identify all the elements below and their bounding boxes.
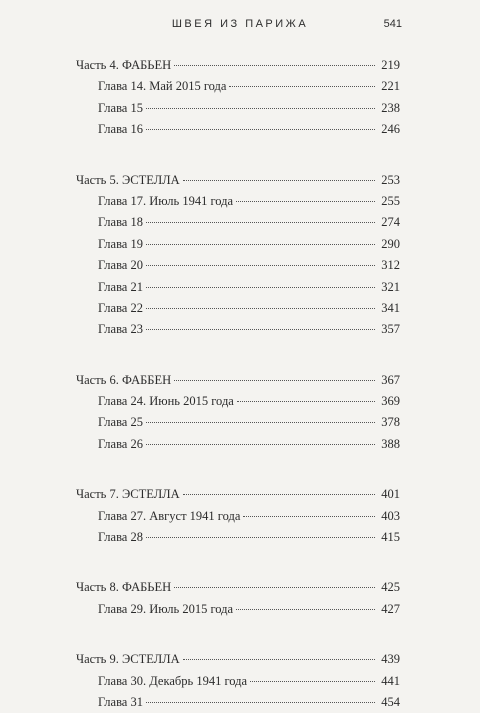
toc-entry-page: 367: [381, 372, 400, 387]
toc-entry-page: 441: [381, 673, 400, 688]
dot-leader: [229, 86, 375, 87]
toc-entry-page: 255: [381, 193, 400, 208]
toc-chapter-entry[interactable]: [76, 119, 400, 140]
toc-entry-title: Глава 14. Май 2015 года: [98, 79, 227, 94]
toc-entry-page: 221: [381, 79, 400, 94]
toc-chapter-entry[interactable]: [76, 434, 400, 455]
toc-chapter-entry[interactable]: [76, 277, 400, 298]
toc-entry-page: 238: [381, 100, 400, 115]
toc-chapter-entry[interactable]: [76, 98, 400, 119]
toc-entry-page: 425: [381, 580, 400, 595]
toc-chapter-entry[interactable]: [76, 234, 400, 255]
dot-leader: [146, 537, 375, 538]
page-number: 541: [383, 18, 402, 30]
toc-entry-page: 427: [381, 601, 400, 616]
table-of-contents: [76, 55, 400, 713]
toc-entry-title: Глава 24. Июнь 2015 года: [98, 394, 234, 409]
toc-chapter-entry[interactable]: [76, 671, 400, 692]
toc-entry-page: 415: [381, 530, 400, 545]
toc-entry-title: Глава 28: [98, 530, 143, 545]
toc-entry-page: 253: [381, 172, 400, 187]
toc-chapter-entry[interactable]: [76, 527, 400, 548]
toc-chapter-entry[interactable]: [76, 506, 400, 527]
dot-leader: [146, 308, 375, 309]
dot-leader: [146, 329, 375, 330]
toc-entry-title: Глава 27. Август 1941 года: [98, 508, 241, 523]
dot-leader: [146, 702, 375, 703]
dot-leader: [146, 108, 375, 109]
dot-leader: [174, 380, 375, 381]
dot-leader: [146, 222, 375, 223]
toc-entry-page: 219: [381, 58, 400, 72]
toc-entry-page: 341: [381, 300, 400, 315]
dot-leader: [146, 129, 375, 130]
toc-entry-title: Глава 17. Июль 1941 года: [98, 193, 234, 208]
dot-leader: [146, 265, 375, 266]
toc-entry-title: Часть 9. ЭСТЕЛЛА: [76, 652, 180, 667]
toc-chapter-entry[interactable]: [76, 692, 400, 713]
toc-entry-page: 439: [381, 652, 400, 667]
toc-entry-page: 403: [381, 508, 400, 523]
toc-chapter-entry[interactable]: [76, 76, 400, 97]
toc-entry-title: Глава 31: [98, 694, 143, 709]
dot-leader: [174, 587, 375, 588]
page-header: [0, 18, 480, 38]
toc-entry-page: 246: [381, 122, 400, 137]
toc-entry-title: Глава 20: [98, 258, 143, 273]
toc-entry-page: 312: [381, 258, 400, 273]
toc-entry-page: 454: [381, 694, 400, 709]
toc-entry-page: 274: [381, 215, 400, 230]
toc-entry-title: Часть 4. ФАБЬЕН: [76, 58, 172, 72]
toc-entry-title: Часть 5. ЭСТЕЛЛА: [76, 172, 180, 187]
dot-leader: [183, 494, 375, 495]
toc-chapter-entry[interactable]: [76, 212, 400, 233]
toc-entry-title: Часть 8. ФАБЬЕН: [76, 580, 172, 595]
toc-chapter-entry[interactable]: [76, 391, 400, 412]
toc-part-entry[interactable]: [76, 577, 400, 598]
dot-leader: [146, 444, 375, 445]
dot-leader: [250, 681, 375, 682]
dot-leader: [183, 180, 375, 181]
toc-entry-page: 369: [381, 394, 400, 409]
toc-entry-page: 401: [381, 487, 400, 502]
toc-chapter-entry[interactable]: [76, 298, 400, 319]
toc-chapter-entry[interactable]: [76, 191, 400, 212]
toc-entry-title: Глава 18: [98, 215, 143, 230]
running-title: ШВЕЯ ИЗ ПАРИЖА: [171, 18, 309, 30]
dot-leader: [146, 244, 375, 245]
toc-part-entry[interactable]: [76, 370, 400, 391]
toc-entry-title: Глава 29. Июль 2015 года: [98, 601, 234, 616]
toc-entry-title: Глава 21: [98, 279, 143, 294]
toc-chapter-entry[interactable]: [76, 599, 400, 620]
toc-entry-page: 378: [381, 415, 400, 430]
dot-leader: [237, 401, 375, 402]
toc-entry-title: Глава 19: [98, 236, 143, 251]
toc-chapter-entry[interactable]: [76, 319, 400, 340]
toc-entry-page: 290: [381, 236, 400, 251]
toc-entry-page: 388: [381, 436, 400, 451]
toc-entry-title: Глава 16: [98, 122, 143, 137]
dot-leader: [236, 201, 375, 202]
toc-part-entry[interactable]: [76, 170, 400, 191]
toc-entry-title: Часть 7. ЭСТЕЛЛА: [76, 487, 180, 502]
toc-part-entry[interactable]: [76, 55, 400, 76]
dot-leader: [236, 609, 375, 610]
toc-part-entry[interactable]: [76, 649, 400, 670]
dot-leader: [174, 65, 375, 66]
toc-entry-page: 321: [381, 279, 400, 294]
dot-leader: [146, 287, 375, 288]
toc-entry-title: Глава 26: [98, 436, 143, 451]
dot-leader: [243, 516, 375, 517]
dot-leader: [146, 422, 375, 423]
toc-entry-title: Глава 25: [98, 415, 143, 430]
toc-entry-title: Глава 22: [98, 300, 143, 315]
dot-leader: [183, 659, 375, 660]
toc-entry-title: Часть 6. ФАББЕН: [76, 372, 172, 387]
toc-entry-title: Глава 23: [98, 322, 143, 337]
toc-entry-title: Глава 15: [98, 100, 143, 115]
toc-chapter-entry[interactable]: [76, 412, 400, 433]
toc-chapter-entry[interactable]: [76, 255, 400, 276]
toc-part-entry[interactable]: [76, 484, 400, 505]
toc-entry-page: 357: [381, 322, 400, 337]
toc-entry-title: Глава 30. Декабрь 1941 года: [98, 673, 248, 688]
